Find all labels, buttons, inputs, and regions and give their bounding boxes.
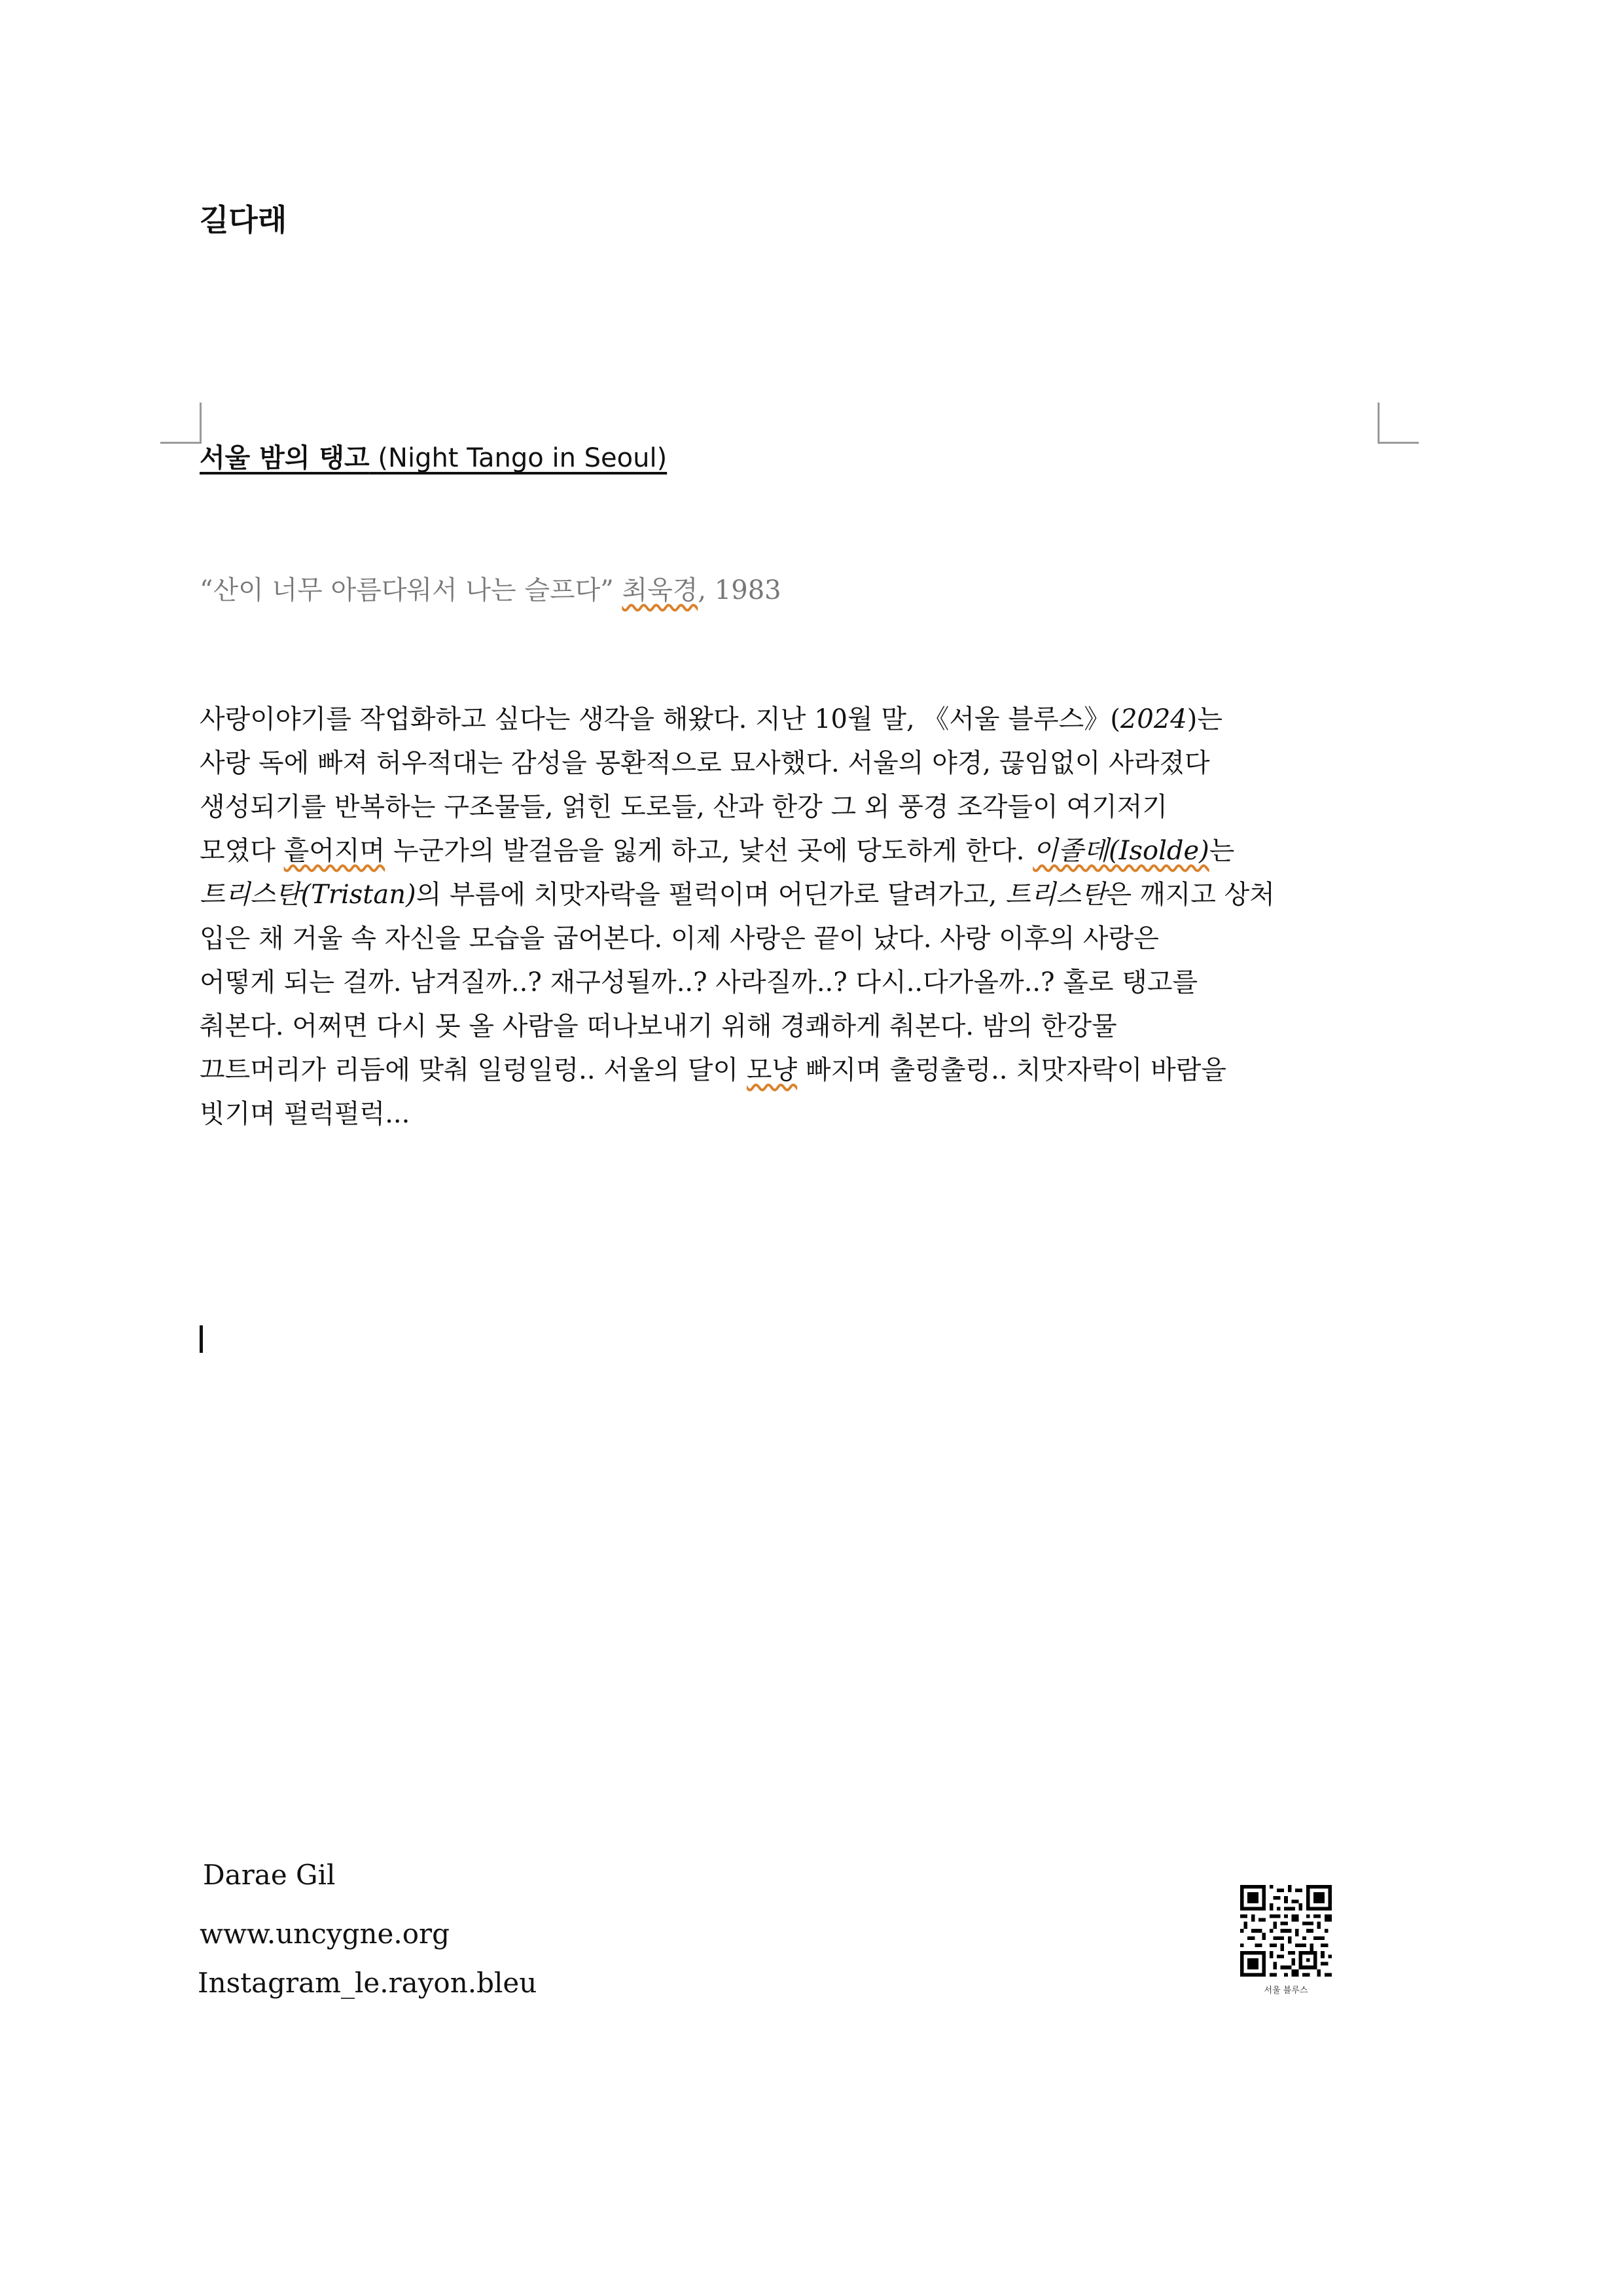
epigraph-quote	[200, 569, 781, 607]
footer-instagram-handle[interactable]: Instagram_le.rayon.bleu	[198, 1967, 537, 1999]
body-line: 트리스탄(Tristan)의 부름에 치맛자락을 펄럭이며 어딘가로 달려가고, 트리스탄은 깨지고 상처	[200, 880, 1275, 910]
document-title	[200, 437, 667, 475]
quote-text: “산이 너무 아름다워서 나는 슬프다”	[200, 575, 614, 605]
crop-mark-left	[160, 403, 202, 444]
body-line: 생성되기를 반복하는 구조물들, 얽힌 도로들, 산과 한강 그 외 풍경 조각들이 여기저기	[200, 792, 1168, 822]
body-line: 빗기며 펄럭펄럭...	[200, 1099, 410, 1129]
body-line: 사랑 독에 빠져 허우적대는 감성을 몽환적으로 묘사했다. 서울의 야경, 끊임없이 사라졌다	[200, 748, 1210, 778]
title-english: (Night Tango in Seoul)	[378, 443, 668, 473]
quote-year: , 1983	[698, 575, 781, 605]
footer-website-link[interactable]: www.uncygne.org	[200, 1918, 450, 1950]
body-line: 입은 채 거울 속 자신을 모습을 굽어본다. 이제 사랑은 끝이 났다. 사랑 이후의 사랑은	[200, 924, 1159, 954]
body-line: 사랑이야기를 작업화하고 싶다는 생각을 해왔다. 지난 10월 말, 《서울 블루스》(2024)는	[200, 704, 1222, 734]
body-paragraph[interactable]	[200, 698, 1391, 1136]
qr-code-icon[interactable]	[1240, 1885, 1332, 1977]
body-line: 모였다 흩어지며 누군가의 발걸음을 잃게 하고, 낯선 곳에 당도하게 한다. 이졸데(Isolde)는	[200, 836, 1235, 866]
title-korean: 서울 밤의 탱고	[200, 442, 370, 473]
body-line: 끄트머리가 리듬에 맞춰 일렁일렁.. 서울의 달이 모냥 빠지며 출렁출렁.. 치맛자락이 바람을	[200, 1055, 1227, 1085]
author-name-korean: 길다래	[200, 202, 287, 238]
text-cursor	[200, 1325, 203, 1353]
footer-author-name: Darae Gil	[203, 1859, 336, 1891]
qr-caption: 서울 블루스	[1264, 1986, 1308, 1996]
crop-mark-right	[1378, 403, 1419, 444]
body-line: 춰본다. 어쩌면 다시 못 올 사람을 떠나보내기 위해 경쾌하게 춰본다. 밤의 한강물	[200, 1011, 1117, 1041]
body-line: 어떻게 되는 걸까. 남겨질까..? 재구성될까..? 사라질까..? 다시..다가올까..? 홀로 탱고를	[200, 967, 1198, 997]
quote-author: 최욱경	[622, 575, 698, 605]
